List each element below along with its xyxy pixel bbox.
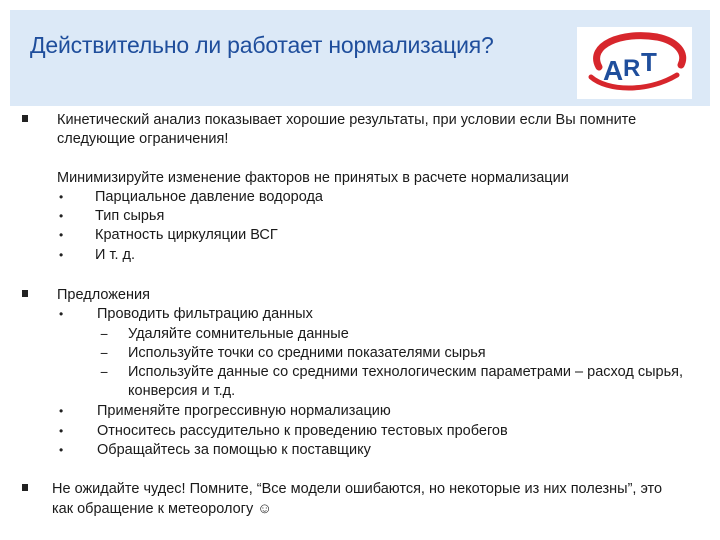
filter-item-continuation: конверсия и т.д. (128, 383, 236, 399)
filter-item: Используйте данные со средними технологическим параметрами – расход сырья, (128, 364, 684, 380)
dot-bullet: • (59, 443, 64, 457)
proposals-heading: Предложения (57, 287, 150, 303)
factor-item: Парциальное давление водорода (95, 189, 323, 205)
square-bullet (22, 484, 28, 491)
filter-heading: Проводить фильтрацию данных (97, 306, 313, 322)
dot-bullet: • (59, 190, 64, 204)
intro-line-2: следующие ограничения! (57, 131, 229, 147)
filter-item: Используйте точки со средними показателями сырья (128, 345, 486, 361)
factor-item: Тип сырья (95, 208, 165, 224)
square-bullet (22, 290, 28, 297)
dot-bullet: • (59, 424, 64, 438)
logo-letter-a: A (603, 55, 624, 86)
dot-bullet: • (59, 248, 64, 262)
intro-line-1: Кинетический анализ показывает хорошие результаты, при условии если Вы помните (57, 112, 637, 128)
dot-bullet: • (59, 228, 64, 242)
dot-bullet: • (59, 307, 64, 321)
dash-bullet: − (100, 345, 109, 361)
recommendation-item: Применяйте прогрессивную нормализацию (97, 403, 391, 419)
factor-item: И т. д. (95, 247, 136, 263)
closing-line-2: как обращение к метеорологу ☺ (52, 501, 273, 517)
factor-item: Кратность циркуляции ВСГ (95, 227, 278, 243)
filter-item: Удаляйте сомнительные данные (128, 326, 349, 342)
minimize-text: Минимизируйте изменение факторов не принятых в расчете нормализации (57, 170, 569, 186)
logo-letter-r: R (623, 55, 641, 82)
dash-bullet: − (100, 326, 109, 342)
dash-bullet: − (100, 364, 109, 380)
recommendation-item: Относитесь рассудительно к проведению тестовых пробегов (97, 423, 508, 439)
dot-bullet: • (59, 209, 64, 223)
closing-line-1: Не ожидайте чудес! Помните, “Все модели ошибаются, но некоторые из них полезны”, это (52, 481, 663, 497)
recommendation-item: Обращайтесь за помощью к поставщику (97, 442, 371, 458)
logo-letter-t: T (641, 47, 657, 77)
page-title: Действительно ли работает нормализация? (30, 32, 494, 58)
dot-bullet: • (59, 404, 64, 418)
square-bullet (22, 115, 28, 122)
